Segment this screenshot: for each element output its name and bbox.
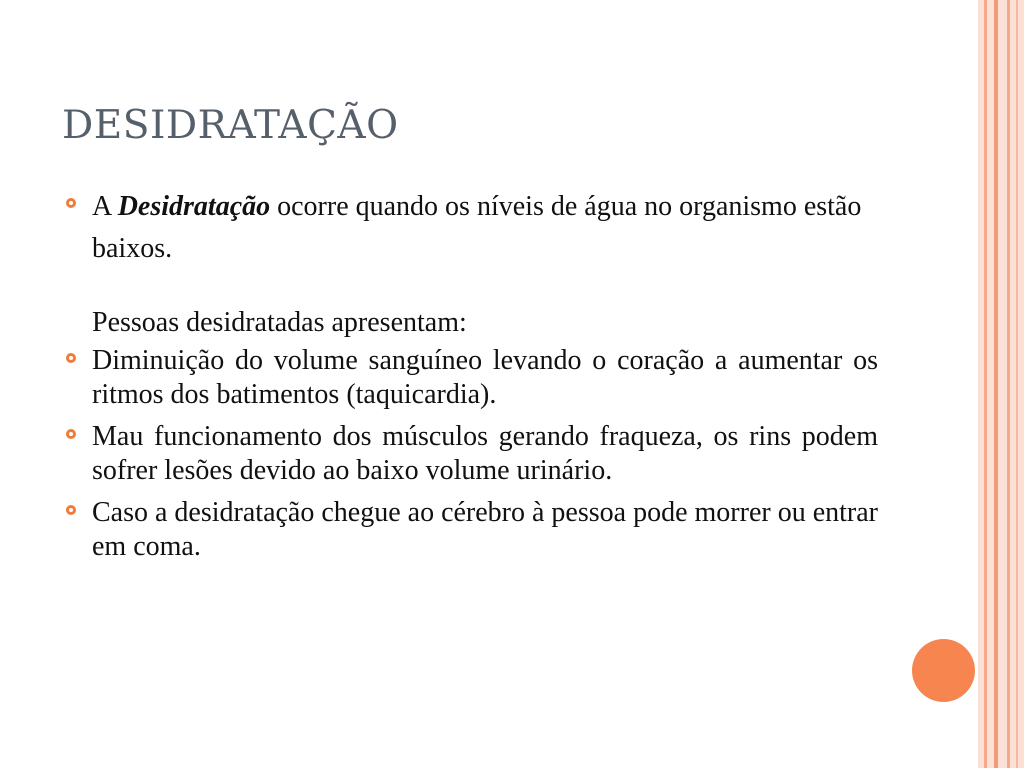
slide-title: DESIDRATAÇÃO	[62, 103, 399, 148]
intro-suffix: ocorre quando os níveis de água no organismo estão baixos.	[92, 191, 862, 264]
intro-emphasis: Desidratação	[117, 191, 271, 222]
decorative-stripe	[1016, 0, 1018, 768]
bullet-icon	[66, 429, 76, 439]
decorative-stripe	[1007, 0, 1010, 768]
decorative-circle-icon	[912, 639, 975, 702]
list-item-text: Diminuição do volume sanguíneo levando o coração a aumentar os ritmos dos batimentos (taquicardia).	[92, 345, 878, 410]
intro-bullet	[66, 186, 878, 270]
list-item-text: Mau funcionamento dos músculos gerando fraqueza, os rins podem sofrer lesões devido ao baixo volume urinário.	[92, 421, 878, 486]
bullet-icon	[66, 198, 76, 208]
bullet-icon	[66, 353, 76, 363]
list-item	[66, 496, 878, 564]
list-item-text: Caso a desidratação chegue ao cérebro à pessoa pode morrer ou entrar em coma.	[92, 497, 878, 562]
decorative-stripe	[984, 0, 987, 768]
intro-prefix: A	[92, 191, 118, 222]
subheading: Pessoas desidratadas apresentam:	[92, 307, 467, 338]
list-item	[66, 344, 878, 412]
bullet-icon	[66, 505, 76, 515]
slide-body	[66, 186, 878, 564]
list-item	[66, 420, 878, 488]
decorative-stripe	[994, 0, 998, 768]
